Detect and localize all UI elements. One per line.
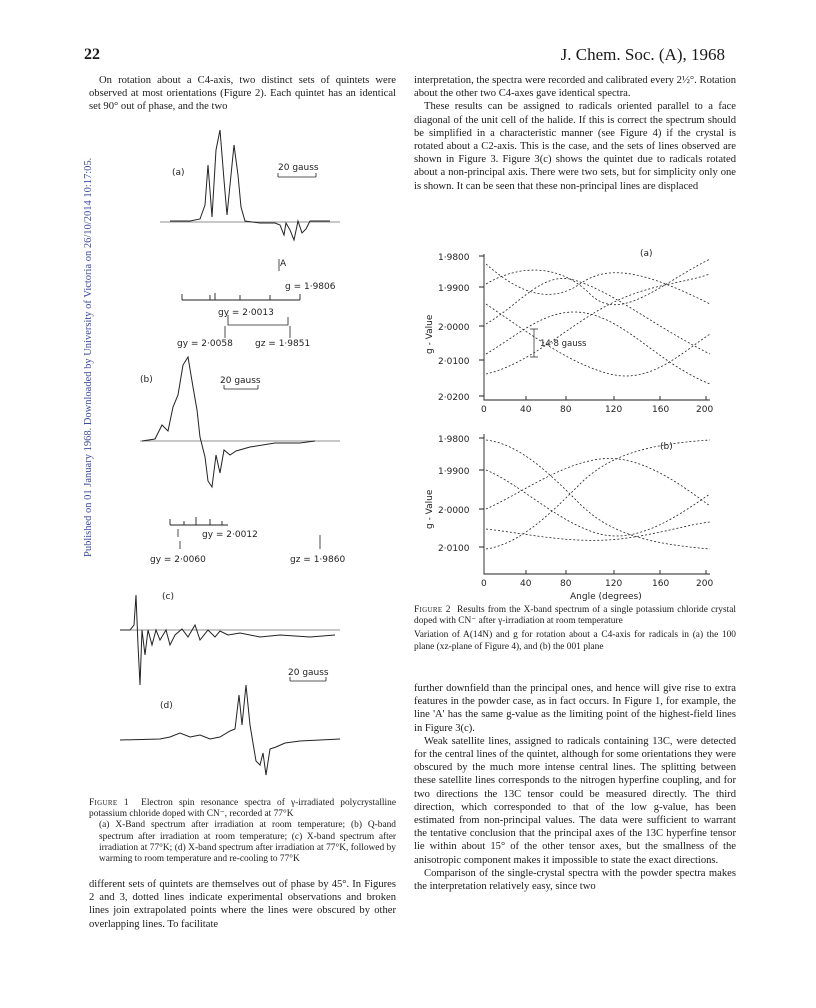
- xtick: 0: [481, 405, 487, 415]
- axes-a: [484, 254, 710, 400]
- gy2-a: gy = 2·0058: [177, 339, 233, 349]
- gy-a: gy = 2·0013: [218, 308, 274, 318]
- paragraph: different sets of quintets are themselves out of phase by 45°. In Figures 2 and 3, dotted lines indicate experimental observations and broken lines join extrapolated points where the lines were obscured by other overlapping lines. To facilitate: [89, 879, 396, 930]
- xtick: 120: [605, 579, 623, 589]
- caption-sub: Variation of A(14N) and g for rotation about a C4-axis for radicals in (a) the 100 plane (xz-plane of Figure 4), and (b) the 001 plane: [414, 630, 736, 652]
- caption-label: Figure 1: [89, 798, 129, 808]
- journal-header: J. Chem. Soc. (A), 1968: [560, 45, 725, 64]
- xtick: 160: [652, 579, 670, 589]
- right-column-bottom: [414, 682, 736, 893]
- gauss-b: 20 gauss: [220, 376, 261, 386]
- figure-1-caption: [89, 798, 396, 865]
- xtick: 200: [696, 405, 714, 415]
- caption-items: (a) X-Band spectrum after irradiation at room temperature; (b) Q-band spectrum after irradiation at room temperature; (c) X-band spectrum after irradiation at 77°K; (d) X-band spectrum after irradiation at 77°K, followed by warming to room temperature and re-cooling to 77°K: [99, 820, 396, 865]
- caption-label: Figure 2: [414, 605, 451, 615]
- xtick: 200: [696, 579, 714, 589]
- figure-2-plots: [420, 244, 740, 604]
- left-column-top: [89, 74, 396, 114]
- xtick: 80: [560, 405, 572, 415]
- gy-c: gy = 2·0012: [202, 530, 258, 540]
- ytick: 2·0000: [438, 323, 470, 333]
- gauss-d: 20 gauss: [288, 668, 329, 678]
- gz-c: gz = 1·9860: [290, 555, 346, 565]
- paragraph: These results can be assigned to radicals oriented parallel to a face diagonal of the unit cell of the halide. If this is correct the spectrum should be simplified in a characteristic manner (see Figure 4) if the crystal is rotated about a C2-axis. This is the case, and the sets of lines observed are shown in Figure 3. Figure 3(c) shows the quintet due to radicals rotated about a non-principal axis. There were two sets, but for simplicity only one is shown. It can be seen that these non-principal lines are displaced: [414, 101, 736, 192]
- panel-a-label: (a): [640, 249, 653, 259]
- ytick: 1·9800: [438, 253, 470, 263]
- ytick: 2·0000: [438, 506, 470, 516]
- panel-b-label: (b): [140, 375, 153, 385]
- gz2-a: gz = 1·9851: [255, 339, 311, 349]
- ytick: 2·0100: [438, 357, 470, 367]
- ytick: 1·9800: [438, 435, 470, 445]
- paragraph: On rotation about a C4-axis, two distinct sets of quintets were observed at most orientations (Figure 2). Each quintet has an identical set 90° out of phase, and the two: [89, 75, 396, 113]
- figure-1-spectra: [100, 125, 400, 790]
- ylabel-a: g - Value: [425, 314, 435, 354]
- paragraph: interpretation, the spectra were recorded and calibrated every 2½°. Rotation about the other two C4-axes gave identical spectra.: [414, 75, 736, 100]
- gz-a: g = 1·9806: [285, 282, 336, 292]
- axes-b: [484, 434, 710, 574]
- caption-text: Electron spin resonance spectra of γ-irradiated polycrystalline potassium chloride doped with CN⁻, recorded at 77°K: [89, 798, 396, 820]
- left-column-bottom: [89, 878, 396, 931]
- spectrum-a: [170, 130, 330, 240]
- panel-a-label: (a): [172, 168, 185, 178]
- panel-d-label: (d): [160, 701, 173, 711]
- xtick: 120: [605, 405, 623, 415]
- ytick: 1·9900: [438, 284, 470, 294]
- line-a-label: A: [280, 259, 287, 269]
- panel-c-label: (c): [162, 592, 174, 602]
- gauss-a: 20 gauss: [278, 163, 319, 173]
- xtick: 40: [520, 405, 532, 415]
- xtick: 80: [560, 579, 572, 589]
- ylabel-b: g - Value: [425, 489, 435, 529]
- gy2-c: gy = 2·0060: [150, 555, 206, 565]
- xtick: 160: [652, 405, 670, 415]
- paragraph: Weak satellite lines, assigned to radicals containing 13C, were detected for the central lines of the quintet, although for some orientations they were obscured by the much more intense central lines. The splitting between these satellite lines corresponds to the nitrogen hyperfine coupling, and for two directions the 13C tensor could be measured directly. The third direction, which corresponded to that of the low g-value, has been estimated from non-principal values. The data were sufficient to warrant the tentative conclusion that the principal axes of the 13C hyperfine tensor lie within about 15° of the other tensor axes, but the smallness of the anisotropic component makes it impossible to state the exact directions.: [414, 735, 736, 866]
- g-curves-b: [486, 440, 710, 549]
- ytick: 2·0200: [438, 393, 470, 403]
- download-watermark: Published on 01 January 1968. Downloaded by University of Victoria on 26/10/2014 10:17:05.: [83, 157, 94, 557]
- figure-2-caption: [414, 605, 736, 653]
- spectrum-d: [120, 685, 340, 775]
- panel-b-label: (b): [660, 442, 673, 452]
- page-number: 22: [84, 46, 100, 63]
- xlabel-b: Angle (degrees): [570, 592, 642, 602]
- right-column-top: [414, 74, 736, 193]
- annotation: 14·8 gauss: [540, 339, 587, 349]
- ytick: 1·9900: [438, 467, 470, 477]
- xtick: 40: [520, 579, 532, 589]
- paragraph: further downfield than the principal ones, and hence will give rise to extra features in the powder case, as in fact occurs. In Figure 1, for example, the line 'A' has the same g-value as the limiting point of the highest-field lines in Figure 3(c).: [414, 683, 736, 734]
- g-curves-a: [486, 259, 710, 384]
- xtick: 0: [481, 579, 487, 589]
- paragraph: Comparison of the single-crystal spectra with the powder spectra makes the interpretation relatively easy, since two: [414, 867, 736, 893]
- caption-text: Results from the X-band spectrum of a single potassium chloride crystal doped with CN⁻ after γ-irradiation at room temperature: [414, 605, 737, 627]
- ytick: 2·0100: [438, 544, 470, 554]
